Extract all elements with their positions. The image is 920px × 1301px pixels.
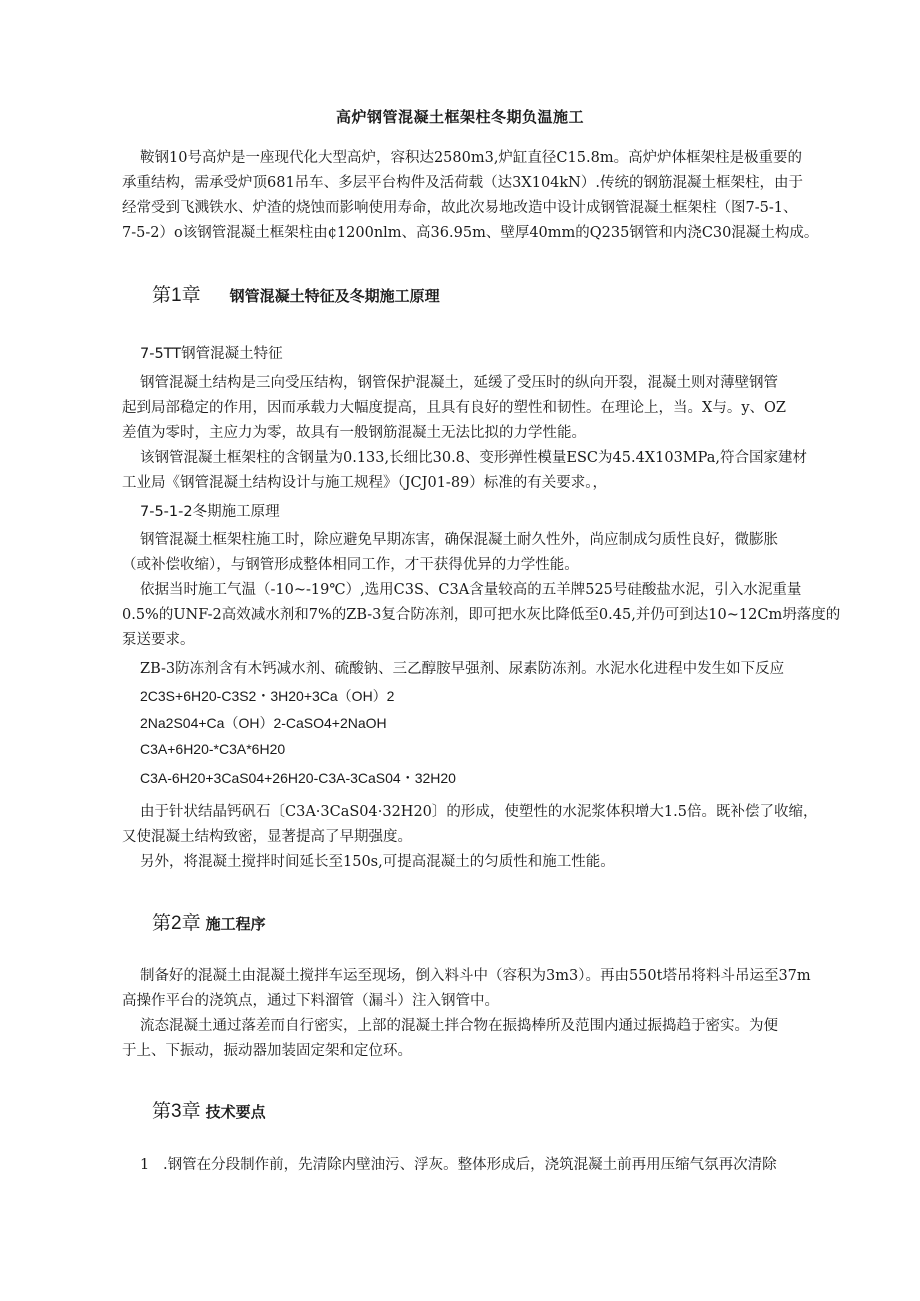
p4-line-1: 依据当时施工气温（-10~-19℃）,选用C3S、C3A含量较高的五羊牌525号硅酸盐水泥，引入水泥重量 — [140, 582, 802, 598]
p3-line-1: 钢管混凝土框架柱施工时，除应避免早期冻害，确保混凝土耐久性外，尚应制成匀质性良好，微膨胀 — [140, 532, 778, 548]
p4-line-2: 0.5%的UNF-2高效减水剂和7%的ZB-3复合防冻剂，即可把水灰比降低至0.45,并仍可到达10~12Cm坍落度的 — [122, 607, 841, 623]
section-7-5-1-1-heading: 7-5TT钢管混凝土特征 — [140, 346, 283, 362]
intro-line-1: 鞍钢10号高炉是一座现代化大型高炉，容积达2580m3,炉缸直径C15.8m。高炉炉体框架柱是极重要的 — [140, 150, 803, 166]
p1-line-3: 差值为零时，主应力为零，故具有一般钢筋混凝土无法比拟的力学性能。 — [122, 425, 586, 441]
intro-line-4: 7-5-2）o该钢管混凝土框架柱由¢1200nlm、高36.95m、壁厚40mm的Q235钢管和内浇C30混凝土构成。 — [122, 225, 819, 241]
chapter-3-heading — [152, 1096, 266, 1123]
chapter-2-number: 第2章 — [152, 913, 201, 934]
p8-line-2: 高操作平台的浇筑点，通过下料溜管（漏斗）注入钢管中。 — [122, 993, 499, 1009]
chapter-3-number: 第3章 — [152, 1101, 201, 1122]
chapter-1-title: 钢管混凝土特征及冬期施工原理 — [229, 287, 440, 305]
chapter-3-title: 技术要点 — [205, 1103, 266, 1121]
formula-1: 2C3S+6H20-C3S2・3H20+3Ca（OH）2 — [140, 688, 395, 704]
item-1-line: 1 .钢管在分段制作前，先清除内壁油污、浮灰。整体形成后，浇筑混凝土前再用压缩气氛再次清除 — [140, 1157, 777, 1173]
intro-line-2: 承重结构，需承受炉顶681吊车、多层平台构件及活荷载（达3X104kN）.传统的钢筋混凝土框架柱，由于 — [122, 175, 803, 191]
formula-2: 2Na2S04+Ca（OH）2-CaSO4+2NaOH — [140, 715, 387, 731]
p3-line-2: （或补偿收缩），与钢管形成整体相同工作，才干获得优异的力学性能。 — [122, 557, 579, 573]
formula-4: C3A-6H20+3CaS04+26H20-C3A-3CaS04・32H20 — [140, 770, 456, 786]
p9-line-2: 于上、下振动，振动器加装固定架和定位环。 — [122, 1043, 412, 1059]
p2-line-1: 该钢管混凝土框架柱的含钢量为0.133,长细比30.8、变形弹性模量ESC为45.4X103MPa,符合国家建材 — [140, 450, 808, 466]
p5-line: ZB-3防冻剂含有木钙减水剂、硫酸钠、三乙醇胺早强剂、尿素防冻剂。水泥水化进程中发生如下反应 — [140, 661, 785, 677]
p6-line-1: 由于针状结晶钙矾石〔C3A·3CaS04·32H20〕的形成，使塑性的水泥浆体积增大1.5倍。既补偿了收缩， — [140, 804, 818, 820]
p2-line-2: 工业局《钢管混凝土结构设计与施工规程》（JCJ01-89）标准的有关要求。， — [122, 475, 608, 491]
section-7-5-1-2-heading: 7-5-1-2冬期施工原理 — [140, 504, 280, 520]
document-title: 高炉钢管混凝土框架柱冬期负温施工 — [335, 108, 584, 126]
p8-line-1: 制备好的混凝土由混凝土搅拌车运至现场，倒入料斗中（容积为3m3）。再由550t塔吊将料斗吊运至37m — [140, 968, 811, 984]
p1-line-1: 钢管混凝土结构是三向受压结构，钢管保护混凝土，延缓了受压时的纵向开裂，混凝土则对薄壁钢管 — [140, 375, 778, 391]
formula-3: C3A+6H20-*C3A*6H20 — [140, 741, 286, 757]
chapter-2-title: 施工程序 — [205, 915, 266, 933]
p7-line: 另外，将混凝土搅拌时间延长至150s,可提高混凝土的匀质性和施工性能。 — [140, 854, 615, 870]
chapter-1-number: 第1章 — [152, 285, 201, 306]
p4-line-3: 泵送要求。 — [122, 632, 195, 648]
intro-line-3: 经常受到飞溅铁水、炉渣的烧蚀而影响使用寿命，故此次易地改造中设计成钢管混凝土框架柱（图7-5-1、 — [122, 200, 798, 216]
p9-line-1: 流态混凝土通过落差而自行密实，上部的混凝土拌合物在振捣棒所及范围内通过振捣趋于密实。为便 — [140, 1018, 778, 1034]
chapter-1-heading — [152, 280, 440, 307]
chapter-2-heading — [152, 908, 266, 935]
p6-line-2: 又使混凝土结构致密，显著提高了早期强度。 — [122, 829, 412, 845]
p1-line-2: 起到局部稳定的作用，因而承载力大幅度提高，且具有良好的塑性和韧性。在理论上，当。X与。y、OZ — [122, 400, 786, 416]
